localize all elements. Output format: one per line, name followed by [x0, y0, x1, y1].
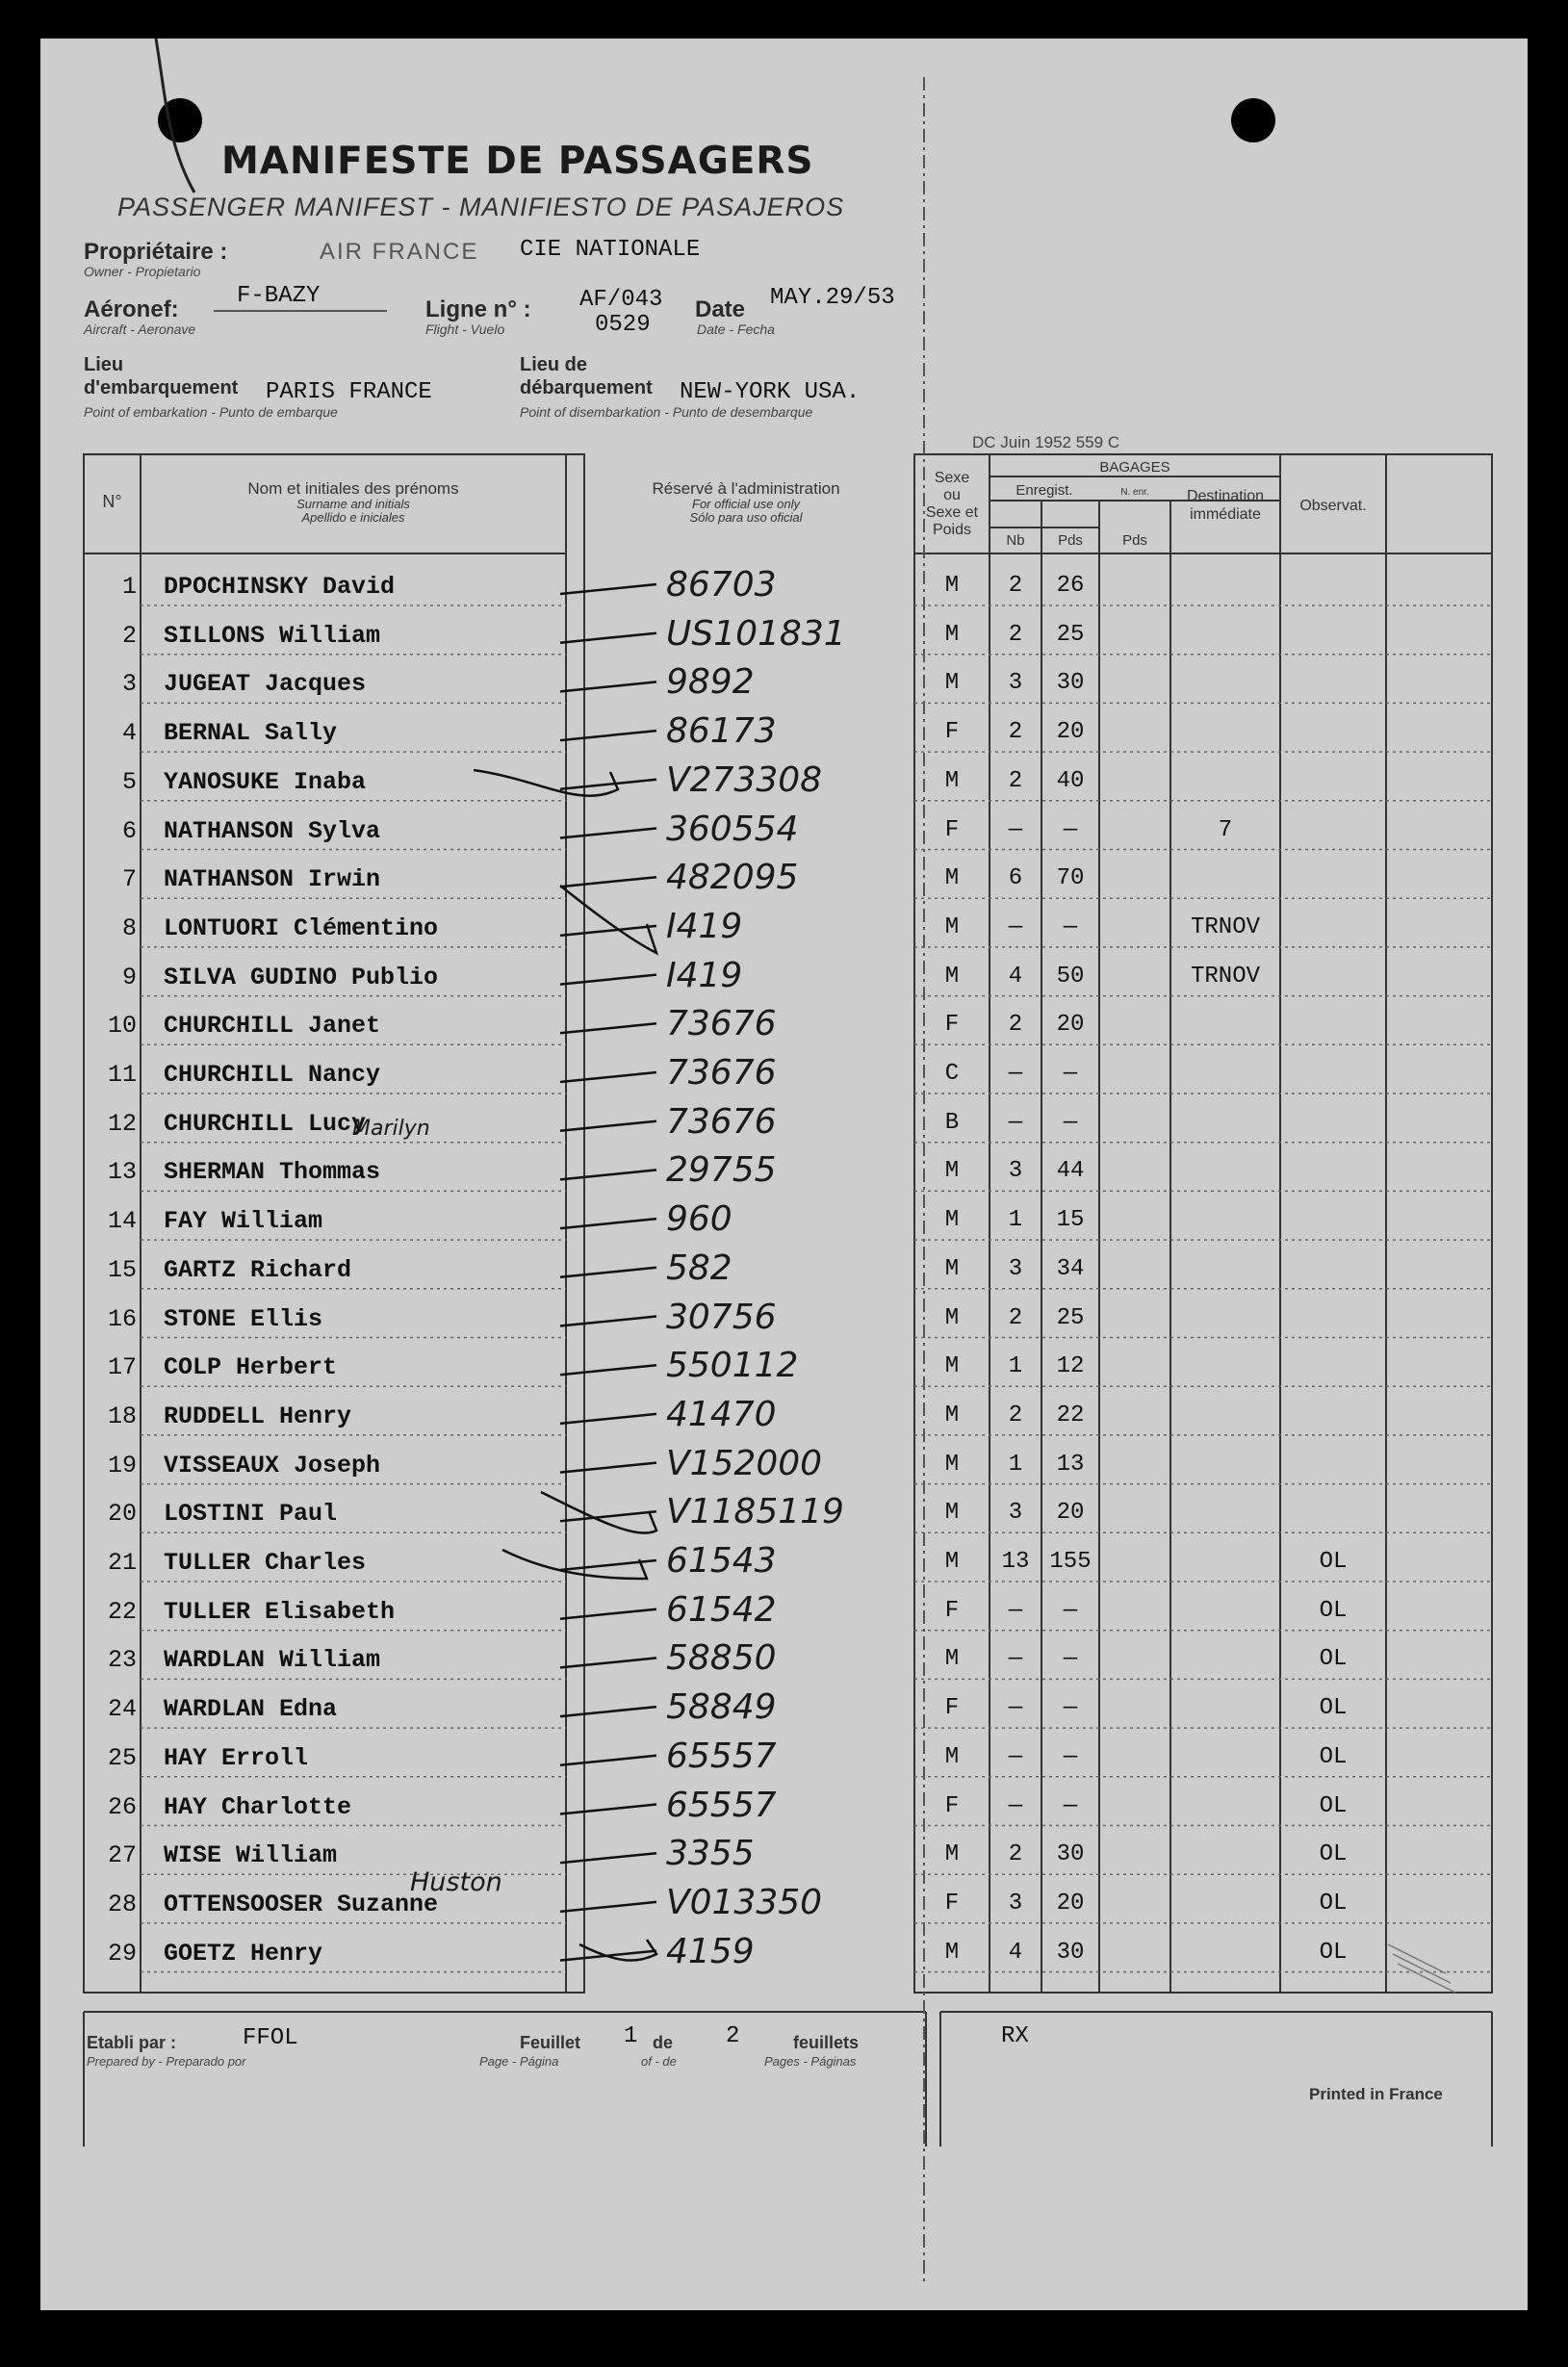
row-number: 4: [121, 719, 137, 748]
of-label: de: [653, 2033, 674, 2052]
row-number: 25: [107, 1743, 137, 1772]
row-number: 20: [107, 1500, 137, 1529]
date-label-sub: Date - Fecha: [697, 322, 775, 337]
passenger-sex: F: [944, 816, 960, 843]
baggage-count: 2: [1008, 719, 1023, 746]
aircraft-label-sub: Aircraft - Aeronave: [84, 322, 196, 337]
tick-stroke: [560, 1317, 656, 1326]
annotation-marilyn: Marilyn: [352, 1117, 430, 1141]
baggage-weight: 25: [1056, 621, 1085, 648]
tick-stroke: [560, 1658, 656, 1667]
passenger-name: HAY Erroll: [164, 1743, 309, 1772]
passenger-name: TULLER Charles: [164, 1549, 367, 1577]
disembark-value: NEW-YORK USA.: [680, 379, 861, 405]
admin-reference: 65557: [666, 1785, 777, 1825]
passenger-name: COLP Herbert: [164, 1353, 338, 1382]
row-number: 14: [107, 1207, 137, 1236]
embark-sub: Point of embarkation - Punto de embarque: [84, 404, 338, 420]
form-code: DC Juin 1952 559 C: [972, 433, 1120, 451]
passenger-name: RUDDELL Henry: [164, 1402, 352, 1430]
baggage-weight: 25: [1056, 1304, 1085, 1331]
of-sub: of - de: [641, 2054, 677, 2069]
baggage-count: —: [1008, 816, 1023, 843]
tick-stroke: [560, 682, 656, 691]
baggage-count: 2: [1008, 1012, 1023, 1039]
baggage-weight: 30: [1056, 670, 1085, 697]
manifest-sheet: [40, 39, 1528, 2310]
passenger-sex: F: [944, 1695, 960, 1722]
passenger-sex: M: [944, 1353, 960, 1380]
row-number: 17: [107, 1353, 137, 1382]
admin-reference: 65557: [666, 1736, 777, 1776]
owner-value-typed: CIE NATIONALE: [520, 237, 701, 263]
baggage-count: 2: [1008, 1304, 1023, 1331]
pen-mark: [156, 39, 194, 193]
passenger-name: BERNAL Sally: [164, 719, 338, 748]
baggage-count: 1: [1008, 1207, 1023, 1234]
passenger-sex: M: [944, 1451, 960, 1478]
tick-stroke: [560, 780, 656, 789]
embark-value: PARIS FRANCE: [266, 379, 432, 405]
row-number: 6: [121, 816, 137, 845]
tick-stroke: [560, 1853, 656, 1863]
baggage-count: 2: [1008, 573, 1023, 599]
col-nenr: N. enr.: [1120, 487, 1149, 498]
row-number: 16: [107, 1304, 137, 1333]
row-number: 27: [107, 1841, 137, 1870]
page-value: 1: [624, 2023, 638, 2049]
tick-stroke: [560, 1121, 656, 1131]
col-bagages: BAGAGES: [1099, 459, 1170, 476]
tick-stroke: [560, 584, 656, 594]
passenger-sex: M: [944, 865, 960, 892]
baggage-weight: 20: [1056, 1890, 1085, 1917]
row-number: 18: [107, 1402, 137, 1430]
baggage-count: 1: [1008, 1353, 1023, 1380]
admin-reference: 4159: [666, 1931, 755, 1971]
observation: OL: [1319, 1939, 1348, 1966]
disembark-label-2: débarquement: [520, 377, 653, 399]
row-number: 15: [107, 1255, 137, 1284]
annotation-huston: Huston: [410, 1867, 502, 1897]
baggage-weight: 20: [1056, 1012, 1085, 1039]
baggage-count: —: [1008, 1061, 1023, 1087]
col-pds2: Pds: [1122, 532, 1147, 549]
passenger-name: DPOCHINSKY David: [164, 573, 396, 601]
baggage-count: 3: [1008, 1158, 1023, 1185]
immediate-destination: TRNOV: [1190, 963, 1260, 990]
admin-reference: 960: [666, 1199, 733, 1240]
immediate-destination: TRNOV: [1190, 913, 1260, 940]
admin-reference: 41470: [666, 1394, 777, 1434]
passenger-sex: C: [944, 1061, 960, 1087]
observation: OL: [1319, 1890, 1348, 1917]
baggage-weight: 20: [1056, 1500, 1085, 1527]
passenger-sex: M: [944, 913, 960, 940]
tick-stroke: [560, 1023, 656, 1033]
passenger-name: WARDLAN Edna: [164, 1695, 338, 1724]
col-sexe-2: ou: [943, 487, 961, 503]
tick-stroke: [560, 1463, 656, 1473]
observation: OL: [1319, 1695, 1348, 1722]
handwritten-ticks: [560, 584, 656, 1961]
passenger-name: OTTENSOOSER Suzanne: [164, 1890, 439, 1918]
disembark-label-1: Lieu de: [520, 354, 588, 375]
embark-label-2: d'embarquement: [84, 377, 239, 399]
col-dest-header: [1170, 487, 1280, 524]
passenger-name: NATHANSON Sylva: [164, 816, 381, 845]
passenger-sex: M: [944, 1743, 960, 1770]
passenger-sex: F: [944, 1890, 960, 1917]
admin-reference: V152000: [666, 1443, 823, 1483]
baggage-count: —: [1008, 913, 1023, 940]
baggage-count: 3: [1008, 1500, 1023, 1527]
row-number: 11: [107, 1061, 137, 1089]
col-admin-header: [566, 479, 926, 525]
baggage-count: 3: [1008, 1255, 1023, 1282]
baggage-weight: 26: [1056, 573, 1085, 599]
col-admin-es: Sólo para uso oficial: [689, 510, 803, 525]
passenger-sex: M: [944, 1549, 960, 1575]
passenger-name: JUGEAT Jacques: [164, 670, 367, 699]
passenger-name: YANOSUKE Inaba: [164, 767, 367, 796]
col-observ: Observat.: [1299, 498, 1367, 514]
tick-stroke: [560, 731, 656, 740]
admin-reference: 61542: [666, 1589, 777, 1630]
check-mark: [474, 770, 618, 796]
baggage-count: 2: [1008, 1841, 1023, 1868]
col-dest-2: immédiate: [1190, 506, 1261, 523]
baggage-count: 3: [1008, 670, 1023, 697]
observation: OL: [1319, 1646, 1348, 1673]
passenger-name: SILVA GUDINO Publio: [164, 963, 439, 991]
admin-reference: I419: [666, 955, 743, 995]
row-number: 8: [121, 913, 137, 942]
tick-stroke: [560, 877, 656, 887]
tick-stroke: [560, 1170, 656, 1179]
observation: OL: [1319, 1597, 1348, 1624]
baggage-weight: 40: [1056, 767, 1085, 794]
baggage-weight: —: [1063, 1597, 1078, 1624]
passenger-name: LOSTINI Paul: [164, 1500, 338, 1529]
page-title: MANIFESTE DE PASSAGERS: [221, 140, 814, 183]
baggage-count: 4: [1008, 963, 1023, 990]
tick-stroke: [560, 1805, 656, 1814]
baggage-count: 4: [1008, 1939, 1023, 1966]
passenger-name: NATHANSON Irwin: [164, 865, 381, 894]
baggage-weight: —: [1063, 816, 1078, 843]
pages-sub: Pages - Páginas: [764, 2054, 857, 2069]
page-subtitle: PASSENGER MANIFEST - MANIFIESTO DE PASAJEROS: [117, 193, 845, 221]
row-number: 2: [121, 621, 137, 650]
passenger-sex: M: [944, 963, 960, 990]
baggage-weight: 50: [1056, 963, 1085, 990]
col-name-header: [141, 479, 566, 525]
passenger-name: CHURCHILL Nancy: [164, 1061, 381, 1089]
prepared-value: FFOL: [243, 2025, 298, 2051]
admin-reference: 86173: [666, 711, 777, 752]
tick-stroke: [560, 1219, 656, 1228]
disembark-sub: Point of disembarkation - Punto de desembarque: [520, 404, 813, 420]
admin-reference: 86703: [666, 565, 777, 605]
passenger-sex: M: [944, 1402, 960, 1428]
tick-stroke: [560, 1072, 656, 1082]
col-pds: Pds: [1058, 532, 1083, 549]
passenger-sex: M: [944, 1207, 960, 1234]
baggage-count: —: [1008, 1597, 1023, 1624]
baggage-weight: 34: [1056, 1255, 1085, 1282]
tick-stroke: [560, 926, 656, 936]
row-number: 24: [107, 1695, 137, 1724]
passenger-sex: M: [944, 573, 960, 599]
owner-label-sub: Owner - Propietario: [84, 264, 201, 279]
passenger-sex: M: [944, 621, 960, 648]
observation: OL: [1319, 1841, 1348, 1868]
embark-label-1: Lieu: [84, 354, 124, 375]
aircraft-label: Aéronef:: [84, 296, 179, 322]
row-number: 21: [107, 1549, 137, 1577]
baggage-weight: —: [1063, 913, 1078, 940]
baggage-count: —: [1008, 1743, 1023, 1770]
passenger-sex: M: [944, 1939, 960, 1966]
passenger-name: VISSEAUX Joseph: [164, 1451, 381, 1479]
baggage-count: —: [1008, 1646, 1023, 1673]
tick-stroke: [560, 1756, 656, 1765]
passenger-sex: F: [944, 1792, 960, 1819]
tick-stroke: [560, 1902, 656, 1912]
tick-stroke: [560, 1414, 656, 1424]
tick-stroke: [560, 1707, 656, 1716]
passenger-name: WISE William: [164, 1841, 338, 1870]
admin-reference: 61543: [666, 1541, 777, 1581]
admin-reference: 30756: [666, 1297, 777, 1337]
baggage-weight: —: [1063, 1061, 1078, 1087]
owner-label: Propriétaire :: [84, 239, 228, 265]
tick-stroke: [560, 1609, 656, 1619]
baggage-count: 3: [1008, 1890, 1023, 1917]
col-sexe-3: Sexe et: [925, 504, 979, 521]
line-value-2: 0529: [595, 312, 651, 338]
baggage-weight: 155: [1049, 1549, 1092, 1575]
baggage-count: —: [1008, 1109, 1023, 1136]
baggage-count: —: [1008, 1792, 1023, 1819]
observation: OL: [1319, 1792, 1348, 1819]
baggage-weight: 30: [1056, 1939, 1085, 1966]
passenger-sex: M: [944, 1500, 960, 1527]
passenger-sex: F: [944, 1012, 960, 1039]
row-number: 28: [107, 1890, 137, 1918]
baggage-count: 2: [1008, 621, 1023, 648]
admin-reference: 482095: [666, 858, 799, 898]
col-sexe-4: Poids: [932, 522, 972, 538]
aircraft-value: F-BAZY: [237, 283, 321, 309]
passenger-name: GARTZ Richard: [164, 1255, 352, 1284]
baggage-weight: 30: [1056, 1841, 1085, 1868]
row-number: 12: [107, 1109, 137, 1138]
row-number: 9: [121, 963, 137, 991]
col-sexe-1: Sexe: [934, 470, 970, 486]
passenger-name: LONTUORI Clémentino: [164, 913, 439, 942]
col-nb: Nb: [1006, 532, 1025, 549]
admin-reference: I419: [666, 906, 743, 946]
col-enregist: Enregist.: [1015, 482, 1073, 499]
line-label-sub: Flight - Vuelo: [425, 322, 505, 337]
admin-reference: V273308: [666, 759, 823, 800]
tick-stroke: [560, 975, 656, 985]
passenger-name: CHURCHILL Lucy: [164, 1109, 367, 1138]
baggage-weight: 22: [1056, 1402, 1085, 1428]
admin-reference: 360554: [666, 809, 799, 849]
col-name-es: Apellido e iniciales: [301, 510, 405, 525]
tick-stroke: [560, 1268, 656, 1277]
tick-stroke: [560, 633, 656, 643]
col-no: N°: [102, 492, 122, 511]
row-number: 29: [107, 1939, 137, 1968]
total-pages-value: 2: [726, 2023, 740, 2049]
passenger-sex: M: [944, 1646, 960, 1673]
col-admin-en: For official use only: [692, 497, 800, 511]
admin-reference: 58849: [666, 1687, 777, 1728]
row-number: 22: [107, 1597, 137, 1626]
admin-reference: 29755: [666, 1150, 777, 1191]
passenger-sex: F: [944, 1597, 960, 1624]
page-sub: Page - Página: [479, 2054, 559, 2069]
row-number: 3: [121, 670, 137, 699]
rx-value: RX: [1001, 2023, 1029, 2049]
baggage-weight: —: [1063, 1792, 1078, 1819]
baggage-count: 13: [1001, 1549, 1030, 1575]
row-number: 5: [121, 767, 137, 796]
col-name-fr: Nom et initiales des prénoms: [247, 479, 459, 498]
admin-reference: V013350: [666, 1882, 823, 1922]
baggage-weight: 70: [1056, 865, 1085, 892]
passenger-name: TULLER Elisabeth: [164, 1597, 396, 1626]
printed-in-france: Printed in France: [1309, 2085, 1443, 2103]
baggage-weight: —: [1063, 1743, 1078, 1770]
immediate-destination: 7: [1218, 816, 1233, 843]
col-sexe-header: [914, 470, 990, 539]
date-value: MAY.29/53: [770, 285, 895, 311]
line-label: Ligne n° :: [425, 296, 531, 322]
row-number: 26: [107, 1792, 137, 1821]
admin-reference: V1185119: [666, 1492, 844, 1532]
owner-value: AIR FRANCE: [320, 239, 479, 265]
observation: OL: [1319, 1743, 1348, 1770]
passenger-sex: M: [944, 1255, 960, 1282]
observation: OL: [1319, 1549, 1348, 1575]
passenger-sex: M: [944, 1841, 960, 1868]
passenger-name: FAY William: [164, 1207, 323, 1236]
col-dest-1: Destination: [1186, 488, 1265, 504]
admin-reference: 9892: [666, 662, 755, 703]
baggage-count: 1: [1008, 1451, 1023, 1478]
baggage-weight: —: [1063, 1109, 1078, 1136]
admin-reference: 73676: [666, 1053, 777, 1093]
baggage-count: 6: [1008, 865, 1023, 892]
admin-reference: 3355: [666, 1834, 755, 1874]
baggage-weight: —: [1063, 1695, 1078, 1722]
row-number: 1: [121, 573, 137, 601]
tick-stroke: [560, 1365, 656, 1375]
passenger-sex: M: [944, 670, 960, 697]
admin-reference: 58850: [666, 1638, 777, 1679]
prepared-label: Etabli par :: [87, 2033, 177, 2052]
pages-label: feuillets: [793, 2033, 860, 2052]
page-label: Feuillet: [520, 2033, 581, 2052]
admin-reference: 73676: [666, 1004, 777, 1044]
prepared-sub: Prepared by - Preparado por: [87, 2054, 246, 2069]
baggage-weight: 15: [1056, 1207, 1085, 1234]
row-number: 13: [107, 1158, 137, 1187]
row-number: 23: [107, 1646, 137, 1675]
col-admin-fr: Réservé à l'administration: [652, 479, 840, 498]
passenger-name: SHERMAN Thommas: [164, 1158, 381, 1187]
check-mark: [560, 886, 656, 953]
baggage-count: 2: [1008, 767, 1023, 794]
tick-stroke: [560, 829, 656, 838]
baggage-weight: 12: [1056, 1353, 1085, 1380]
baggage-weight: —: [1063, 1646, 1078, 1673]
admin-reference: 550112: [666, 1346, 799, 1386]
baggage-weight: 44: [1056, 1158, 1085, 1185]
passenger-name: SILLONS William: [164, 621, 381, 650]
passenger-sex: B: [944, 1109, 960, 1136]
passenger-name: GOETZ Henry: [164, 1939, 323, 1968]
baggage-weight: 20: [1056, 719, 1085, 746]
date-label: Date: [695, 296, 746, 322]
passenger-sex: F: [944, 719, 960, 746]
passenger-sex: M: [944, 767, 960, 794]
col-name-en: Surname and initials: [296, 497, 410, 511]
passenger-sex: M: [944, 1304, 960, 1331]
admin-reference: US101831: [666, 613, 846, 654]
admin-reference: 582: [666, 1248, 733, 1288]
baggage-count: —: [1008, 1695, 1023, 1722]
baggage-weight: 13: [1056, 1451, 1085, 1478]
tick-stroke: [560, 1511, 656, 1521]
baggage-count: 2: [1008, 1402, 1023, 1428]
passenger-name: CHURCHILL Janet: [164, 1012, 381, 1041]
row-number: 19: [107, 1451, 137, 1479]
passenger-name: WARDLAN William: [164, 1646, 381, 1675]
line-value: AF/043: [579, 287, 663, 313]
passenger-sex: M: [944, 1158, 960, 1185]
smudge-marks: [1388, 1944, 1455, 1993]
row-number: 10: [107, 1012, 137, 1041]
passenger-name: STONE Ellis: [164, 1304, 323, 1333]
row-number: 7: [121, 865, 137, 894]
admin-reference: 73676: [666, 1101, 777, 1142]
passenger-name: HAY Charlotte: [164, 1792, 352, 1821]
